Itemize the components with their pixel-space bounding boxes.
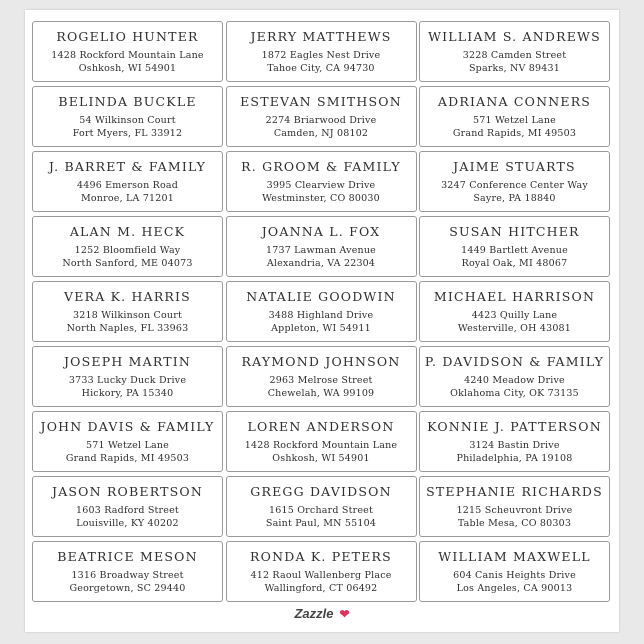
street-address: 1872 Eagles Nest Drive: [261, 50, 381, 61]
address-label: [32, 216, 223, 277]
street-address: 1252 Bloomfield Way: [74, 245, 181, 256]
city-state-zip: Hickory, PA 15340: [81, 387, 174, 399]
recipient-name: RONDA K. PETERS: [250, 549, 392, 564]
recipient-name: RAYMOND JOHNSON: [241, 354, 401, 369]
address-label: [419, 86, 610, 147]
recipient-name: WILLIAM S. ANDREWS: [428, 29, 601, 44]
city-state-zip: Wallingford, CT 06492: [264, 582, 378, 594]
recipient-name: VERA K. HARRIS: [64, 289, 191, 304]
street-address: 3228 Camden Street: [462, 50, 567, 61]
street-address: 3218 Wilkinson Court: [73, 310, 182, 321]
city-state-zip: Appleton, WI 54911: [271, 322, 371, 334]
recipient-name: GREGG DAVIDSON: [250, 484, 392, 499]
address-label: [32, 151, 223, 212]
address-label: [226, 21, 417, 82]
address-label: [419, 151, 610, 212]
address-label: [226, 476, 417, 537]
city-state-zip: North Sanford, ME 04073: [62, 257, 193, 269]
street-address: 1428 Rockford Mountain Lane: [51, 50, 204, 61]
street-address: 2274 Briarwood Drive: [265, 115, 377, 126]
recipient-name: JOSEPH MARTIN: [63, 354, 192, 369]
city-state-zip: Grand Rapids, MI 49503: [65, 452, 190, 464]
address-label: [226, 86, 417, 147]
city-state-zip: Westerville, OH 43081: [457, 322, 572, 334]
brand-logo: Zazzle: [294, 606, 334, 621]
recipient-name: ALAN M. HECK: [69, 224, 186, 239]
recipient-name: JOHN DAVIS & FAMILY: [40, 419, 215, 434]
street-address: 1316 Broadway Street: [71, 570, 184, 581]
street-address: 412 Raoul Wallenberg Place: [250, 570, 392, 581]
city-state-zip: North Naples, FL 33963: [66, 322, 189, 334]
street-address: 3995 Clearview Drive: [266, 180, 376, 191]
recipient-name: JAIME STUARTS: [453, 159, 576, 174]
recipient-name: STEPHANIE RICHARDS: [426, 484, 603, 499]
recipient-name: ESTEVAN SMITHSON: [240, 94, 402, 109]
city-state-zip: Sayre, PA 18840: [473, 192, 556, 204]
street-address: 4423 Quilly Lane: [471, 310, 558, 321]
recipient-name: BEATRICE MESON: [57, 549, 198, 564]
street-address: 1215 Scheuvront Drive: [456, 505, 573, 516]
address-label: [32, 346, 223, 407]
street-address: 1449 Bartlett Avenue: [461, 245, 568, 256]
label-grid: [32, 21, 610, 602]
address-label: [32, 86, 223, 147]
city-state-zip: Camden, NJ 08102: [273, 127, 369, 139]
recipient-name: JERRY MATTHEWS: [250, 29, 392, 44]
recipient-name: SUSAN HITCHER: [449, 224, 580, 239]
city-state-zip: Royal Oak, MI 48067: [461, 257, 568, 269]
street-address: 1615 Orchard Street: [269, 505, 373, 516]
street-address: 1737 Lawman Avenue: [265, 245, 377, 256]
street-address: 2963 Melrose Street: [269, 375, 373, 386]
city-state-zip: Sparks, NV 89431: [468, 62, 561, 74]
city-state-zip: Monroe, LA 71201: [80, 192, 175, 204]
address-label: [419, 216, 610, 277]
street-address: 4496 Emerson Road: [76, 180, 179, 191]
recipient-name: NATALIE GOODWIN: [246, 289, 396, 304]
city-state-zip: Saint Paul, MN 55104: [265, 517, 377, 529]
recipient-name: JOANNA L. FOX: [261, 224, 381, 239]
heart-icon: ❤: [339, 607, 350, 621]
address-label: [32, 21, 223, 82]
street-address: 54 Wilkinson Court: [79, 115, 176, 126]
address-label: [32, 541, 223, 602]
address-label: [419, 411, 610, 472]
city-state-zip: Oshkosh, WI 54901: [78, 62, 177, 74]
city-state-zip: Philadelphia, PA 19108: [456, 452, 573, 464]
city-state-zip: Table Mesa, CO 80303: [457, 517, 572, 529]
recipient-name: MICHAEL HARRISON: [433, 289, 596, 304]
address-label: [32, 476, 223, 537]
street-address: 3124 Bastin Drive: [469, 440, 560, 451]
recipient-name: ROGELIO HUNTER: [56, 29, 199, 44]
street-address: 4240 Meadow Drive: [464, 375, 565, 386]
address-label: [226, 541, 417, 602]
sticker-sheet: [25, 10, 619, 632]
city-state-zip: Alexandria, VA 22304: [266, 257, 376, 269]
city-state-zip: Chewelah, WA 99109: [267, 387, 375, 399]
address-label: [226, 346, 417, 407]
street-address: 1428 Rockford Mountain Lane: [244, 440, 398, 451]
address-label: [419, 476, 610, 537]
street-address: 3247 Conference Center Way: [441, 180, 588, 191]
address-label: [226, 151, 417, 212]
city-state-zip: Oklahoma City, OK 73135: [450, 387, 579, 399]
recipient-name: KONNIE J. PATTERSON: [427, 419, 602, 434]
recipient-name: WILLIAM MAXWELL: [438, 549, 591, 564]
address-label: [226, 411, 417, 472]
city-state-zip: Los Angeles, CA 90013: [456, 582, 573, 594]
recipient-name: ADRIANA CONNERS: [437, 94, 592, 109]
address-label: [419, 541, 610, 602]
address-label: [226, 216, 417, 277]
city-state-zip: Westminster, CO 80030: [262, 192, 380, 204]
city-state-zip: Fort Myers, FL 33912: [72, 127, 183, 139]
street-address: 604 Canis Heights Drive: [453, 570, 576, 581]
address-label: [419, 281, 610, 342]
recipient-name: BELINDA BUCKLE: [58, 94, 197, 109]
street-address: 3488 Highland Drive: [268, 310, 374, 321]
street-address: 571 Wetzel Lane: [86, 440, 169, 451]
city-state-zip: Tahoe City, CA 94730: [267, 62, 375, 74]
address-label: [419, 21, 610, 82]
city-state-zip: Georgetown, SC 29440: [69, 582, 186, 594]
address-label: [32, 411, 223, 472]
recipient-name: P. DAVIDSON & FAMILY: [424, 354, 605, 369]
city-state-zip: Oshkosh, WI 54901: [272, 452, 370, 464]
address-label: [419, 346, 610, 407]
city-state-zip: Louisville, KY 40202: [76, 517, 179, 529]
recipient-name: LOREN ANDERSON: [247, 419, 395, 434]
recipient-name: JASON ROBERTSON: [51, 484, 203, 499]
street-address: 3733 Lucky Duck Drive: [68, 375, 187, 386]
street-address: 1603 Radford Street: [76, 505, 179, 516]
recipient-name: R. GROOM & FAMILY: [241, 159, 401, 174]
brand-footer: [25, 606, 619, 621]
recipient-name: J. BARRET & FAMILY: [48, 159, 207, 174]
address-label: [226, 281, 417, 342]
address-label: [32, 281, 223, 342]
street-address: 571 Wetzel Lane: [473, 115, 556, 126]
city-state-zip: Grand Rapids, MI 49503: [452, 127, 577, 139]
